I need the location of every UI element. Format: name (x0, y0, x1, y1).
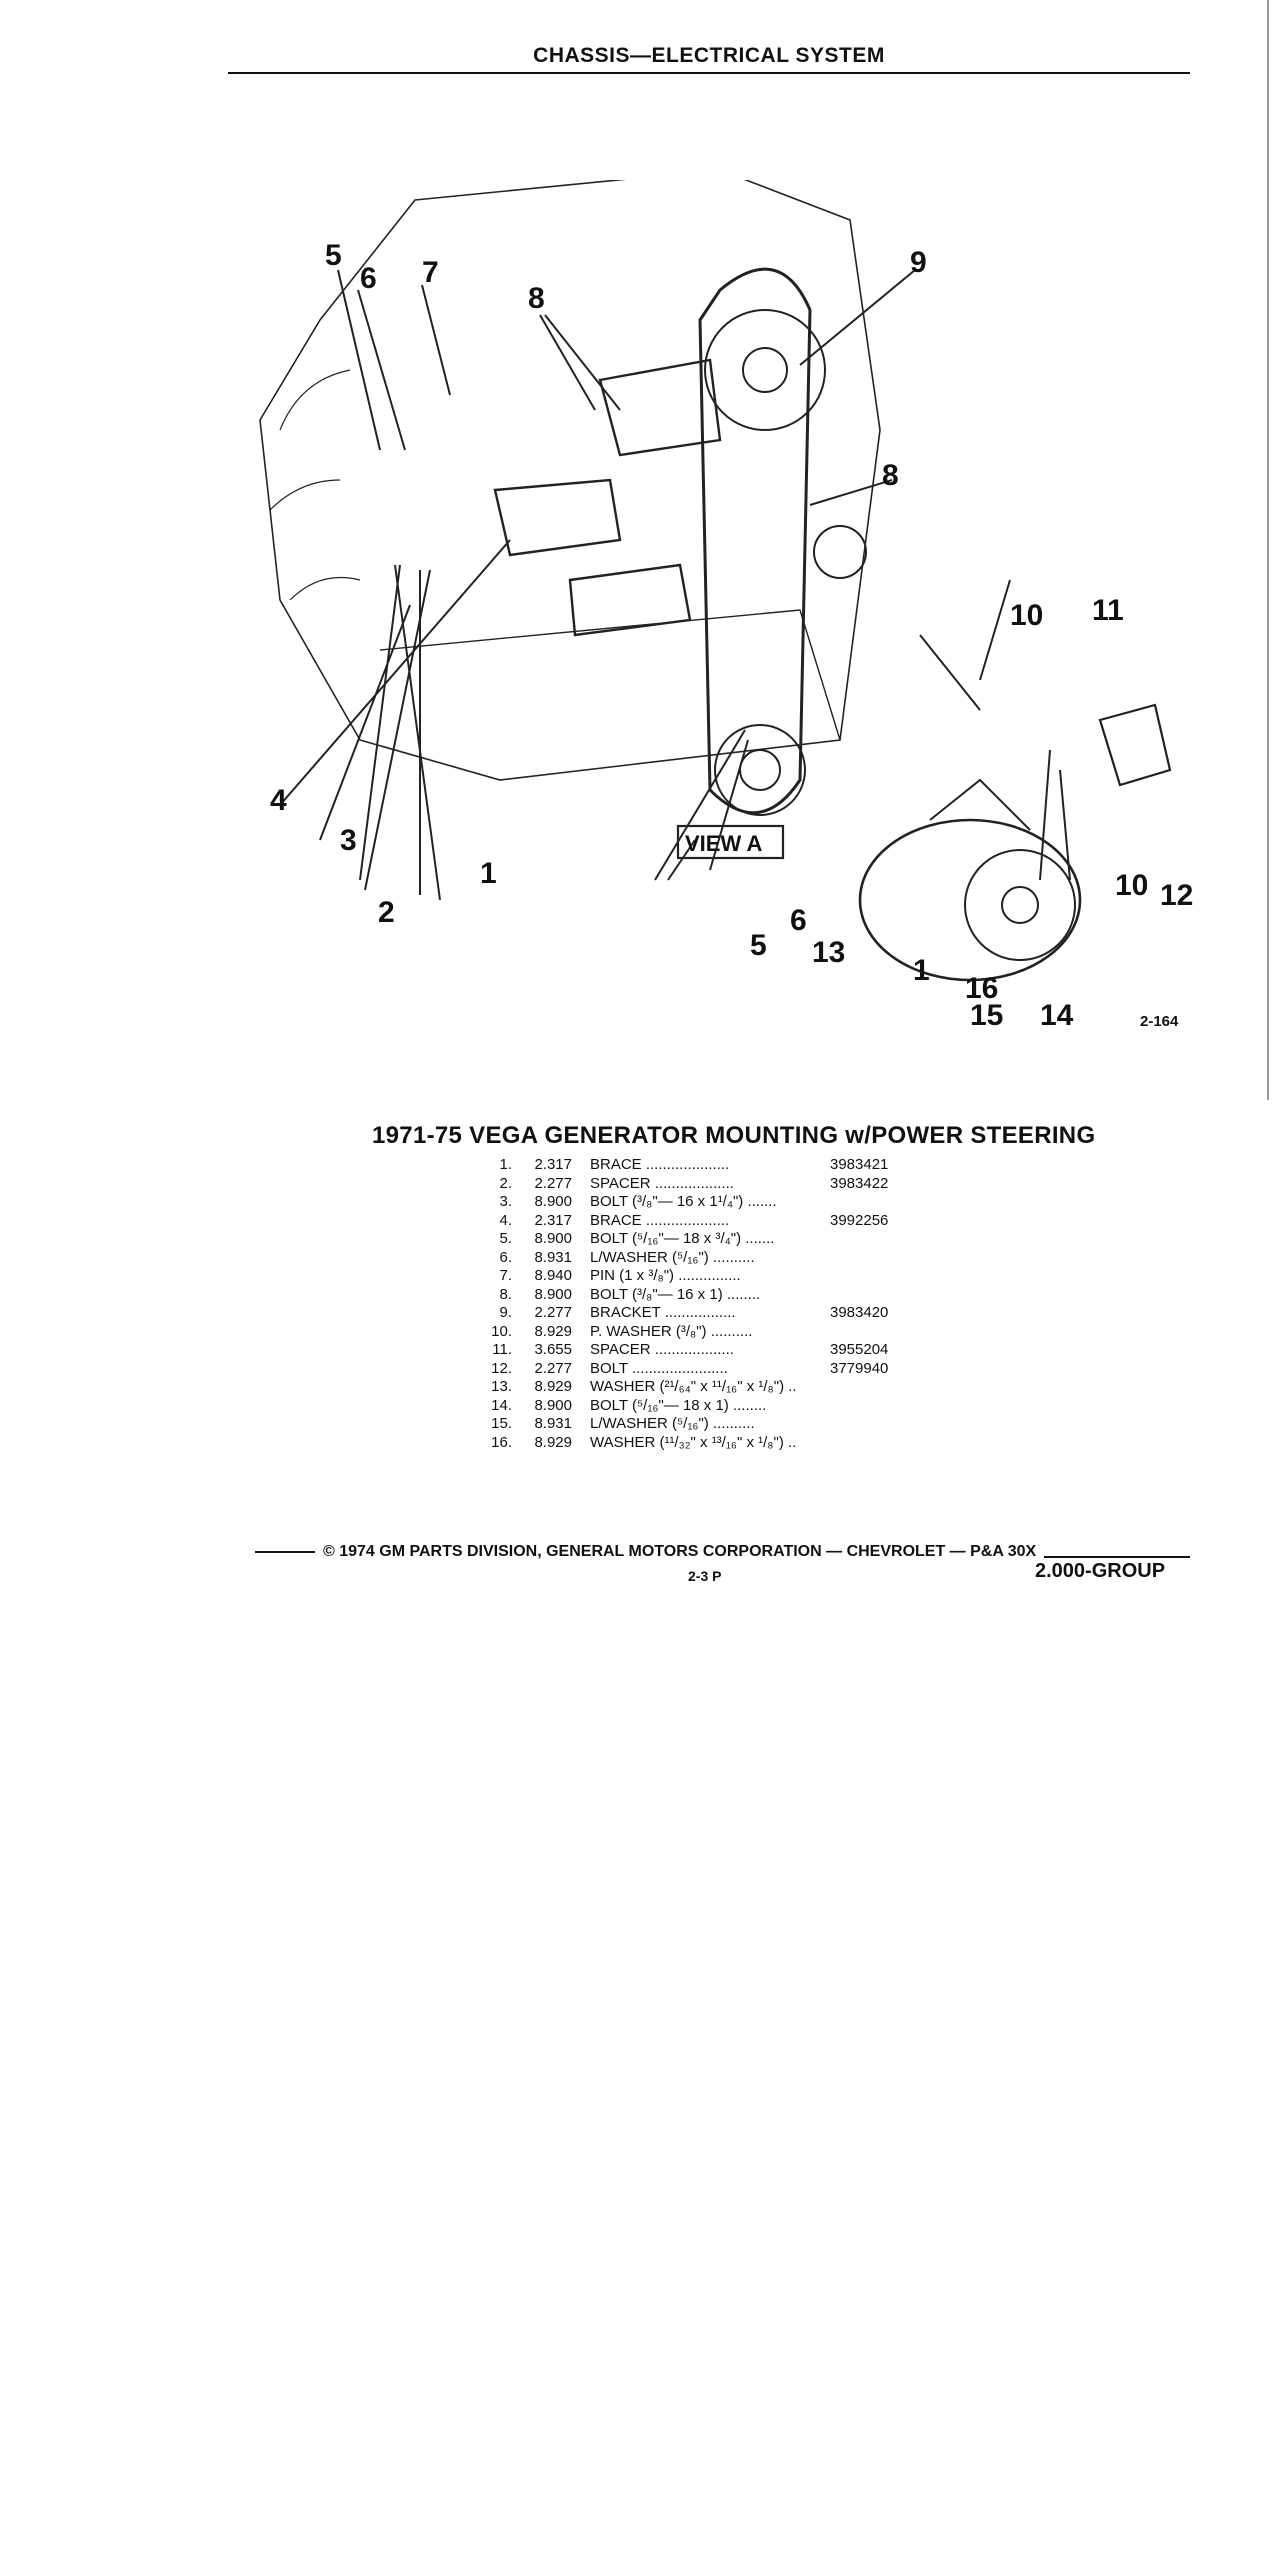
callout-11: 11 (1092, 594, 1124, 627)
callout-5: 5 (750, 929, 767, 962)
table-row (470, 1415, 930, 1434)
callout-1: 1 (480, 857, 497, 890)
group-code: 2.277 (534, 1174, 572, 1192)
lower-pulley (715, 725, 805, 815)
alternator (860, 780, 1080, 980)
table-row (470, 1341, 930, 1360)
part-number (830, 1397, 930, 1416)
part-description: BOLT (⁵/₁₆"— 18 x ³/₄") ....... (590, 1230, 775, 1247)
item-number: 14. (491, 1396, 512, 1414)
group-code: 8.931 (534, 1415, 572, 1432)
group-code: 8.900 (534, 1193, 572, 1210)
bracket-view-a (1100, 705, 1170, 785)
page-header-title: CHASSIS—ELECTRICAL SYSTEM (533, 44, 885, 67)
callout-3: 3 (340, 824, 357, 857)
table-row (470, 1434, 930, 1453)
group-code: 2.277 (534, 1304, 572, 1321)
callout-5: 5 (325, 239, 342, 272)
callout-10: 10 (1115, 869, 1149, 902)
item-number: 7. (499, 1267, 512, 1284)
table-row (470, 1397, 930, 1416)
callout-13: 13 (812, 936, 846, 969)
part-number: 3983420 (830, 1304, 889, 1321)
group-code: 2.277 (534, 1359, 572, 1377)
item-number: 4. (499, 1211, 512, 1229)
part-description: SPACER ................... (590, 1174, 734, 1192)
item-number: 12. (491, 1359, 512, 1377)
footer-group: 2.000-GROUP (1035, 1560, 1166, 1582)
item-number: 15. (491, 1415, 512, 1432)
group-code: 2.317 (534, 1211, 572, 1229)
footer-page-number: 2-3 P (688, 1568, 722, 1584)
part-description: BOLT ....................... (590, 1359, 728, 1377)
brace-1 (570, 565, 690, 635)
part-number (830, 1434, 930, 1453)
part-number (830, 1193, 930, 1212)
group-code: 8.900 (534, 1396, 572, 1414)
engine-block (260, 180, 880, 780)
footer-rule-right (1044, 1556, 1190, 1558)
part-description: L/WASHER (⁵/₁₆") .......... (590, 1415, 755, 1432)
table-row (470, 1378, 930, 1397)
header-rule (228, 72, 1190, 74)
item-number: 1. (499, 1156, 512, 1173)
table-row (470, 1193, 930, 1212)
group-code: 8.929 (534, 1322, 572, 1340)
callout-1: 1 (913, 954, 930, 987)
parts-table-title: 1971-75 VEGA GENERATOR MOUNTING w/POWER STEERING (372, 1122, 1096, 1149)
part-number (830, 1230, 930, 1249)
footer-copyright: © 1974 GM PARTS DIVISION, GENERAL MOTORS CORPORATION — CHEVROLET — P&A 30X (323, 1543, 1037, 1560)
part-description: WASHER (²¹/₆₄" x ¹¹/₁₆" x ¹/₈") .. (590, 1378, 797, 1395)
table-row (470, 1230, 930, 1249)
part-number (830, 1267, 930, 1286)
callout-8: 8 (882, 459, 899, 492)
callout-15: 15 (970, 999, 1004, 1032)
table-row (470, 1212, 930, 1231)
upper-pulley (705, 310, 825, 430)
item-number: 13. (491, 1378, 512, 1395)
part-number (830, 1249, 930, 1268)
part-description: PIN (1 x ³/₈") ............... (590, 1267, 741, 1284)
part-description: WASHER (¹¹/₃₂" x ¹³/₁₆" x ¹/₈") .. (590, 1433, 797, 1451)
callout-7: 7 (422, 256, 439, 289)
footer-rule-left (255, 1551, 315, 1553)
part-number: 3983422 (830, 1174, 889, 1192)
part-description: L/WASHER (⁵/₁₆") .......... (590, 1248, 755, 1266)
callout-2: 2 (378, 896, 395, 929)
callout-16: 16 (965, 972, 999, 1005)
table-row (470, 1323, 930, 1342)
part-number: 3983421 (830, 1156, 889, 1173)
callout-12: 12 (1160, 879, 1194, 912)
view-a-label: VIEW A (685, 831, 763, 856)
part-description: BOLT (³/₈"— 16 x 1) ........ (590, 1285, 761, 1303)
item-number: 9. (499, 1304, 512, 1321)
item-number: 3. (499, 1193, 512, 1210)
callout-9: 9 (910, 246, 927, 279)
part-description: BOLT (³/₈"— 16 x 1¹/₄") ....... (590, 1193, 777, 1210)
group-code: 8.900 (534, 1285, 572, 1303)
brace-4 (495, 480, 620, 555)
part-description: BOLT (⁵/₁₆"— 18 x 1) ........ (590, 1396, 767, 1414)
part-number (830, 1323, 930, 1342)
group-code: 8.900 (534, 1230, 572, 1247)
part-description: SPACER ................... (590, 1341, 734, 1358)
table-row (470, 1267, 930, 1286)
callout-14: 14 (1040, 999, 1074, 1032)
parts-table (470, 1156, 930, 1452)
table-row (470, 1156, 930, 1175)
table-row (470, 1175, 930, 1194)
exploded-diagram (240, 180, 1230, 1050)
item-number: 10. (491, 1322, 512, 1340)
figure-number: 2-164 (1140, 1013, 1179, 1030)
callout-10: 10 (1010, 599, 1044, 632)
part-number (830, 1415, 930, 1434)
diagram-svg (240, 180, 1230, 1050)
item-number: 8. (499, 1285, 512, 1303)
part-description: BRACKET ................. (590, 1304, 736, 1321)
callout-8: 8 (528, 282, 545, 315)
part-description: P. WASHER (³/₈") .......... (590, 1322, 753, 1340)
part-number: 3779940 (830, 1359, 889, 1377)
group-code: 8.931 (534, 1248, 572, 1266)
callout-4: 4 (270, 784, 287, 817)
part-description: BRACE .................... (590, 1211, 730, 1229)
table-row (470, 1286, 930, 1305)
idler-pulley (814, 526, 866, 578)
group-code: 3.655 (534, 1341, 572, 1358)
group-code: 8.929 (534, 1433, 572, 1451)
part-number: 3955204 (830, 1341, 889, 1358)
page-edge-line (1267, 0, 1269, 1100)
item-number: 11. (492, 1341, 512, 1358)
table-row (470, 1249, 930, 1268)
footer-copyright-line (255, 1543, 1190, 1561)
group-code: 2.317 (534, 1156, 572, 1173)
callout-6: 6 (790, 904, 807, 937)
part-number: 3992256 (830, 1211, 889, 1229)
part-number (830, 1378, 930, 1397)
callout-6: 6 (360, 262, 377, 295)
item-number: 5. (499, 1230, 512, 1247)
item-number: 2. (499, 1174, 512, 1192)
part-number (830, 1286, 930, 1305)
item-number: 6. (499, 1248, 512, 1266)
item-number: 16. (491, 1433, 512, 1451)
table-row (470, 1360, 930, 1379)
group-code: 8.929 (534, 1378, 572, 1395)
group-code: 8.940 (534, 1267, 572, 1284)
part-description: BRACE .................... (590, 1156, 730, 1173)
table-row (470, 1304, 930, 1323)
